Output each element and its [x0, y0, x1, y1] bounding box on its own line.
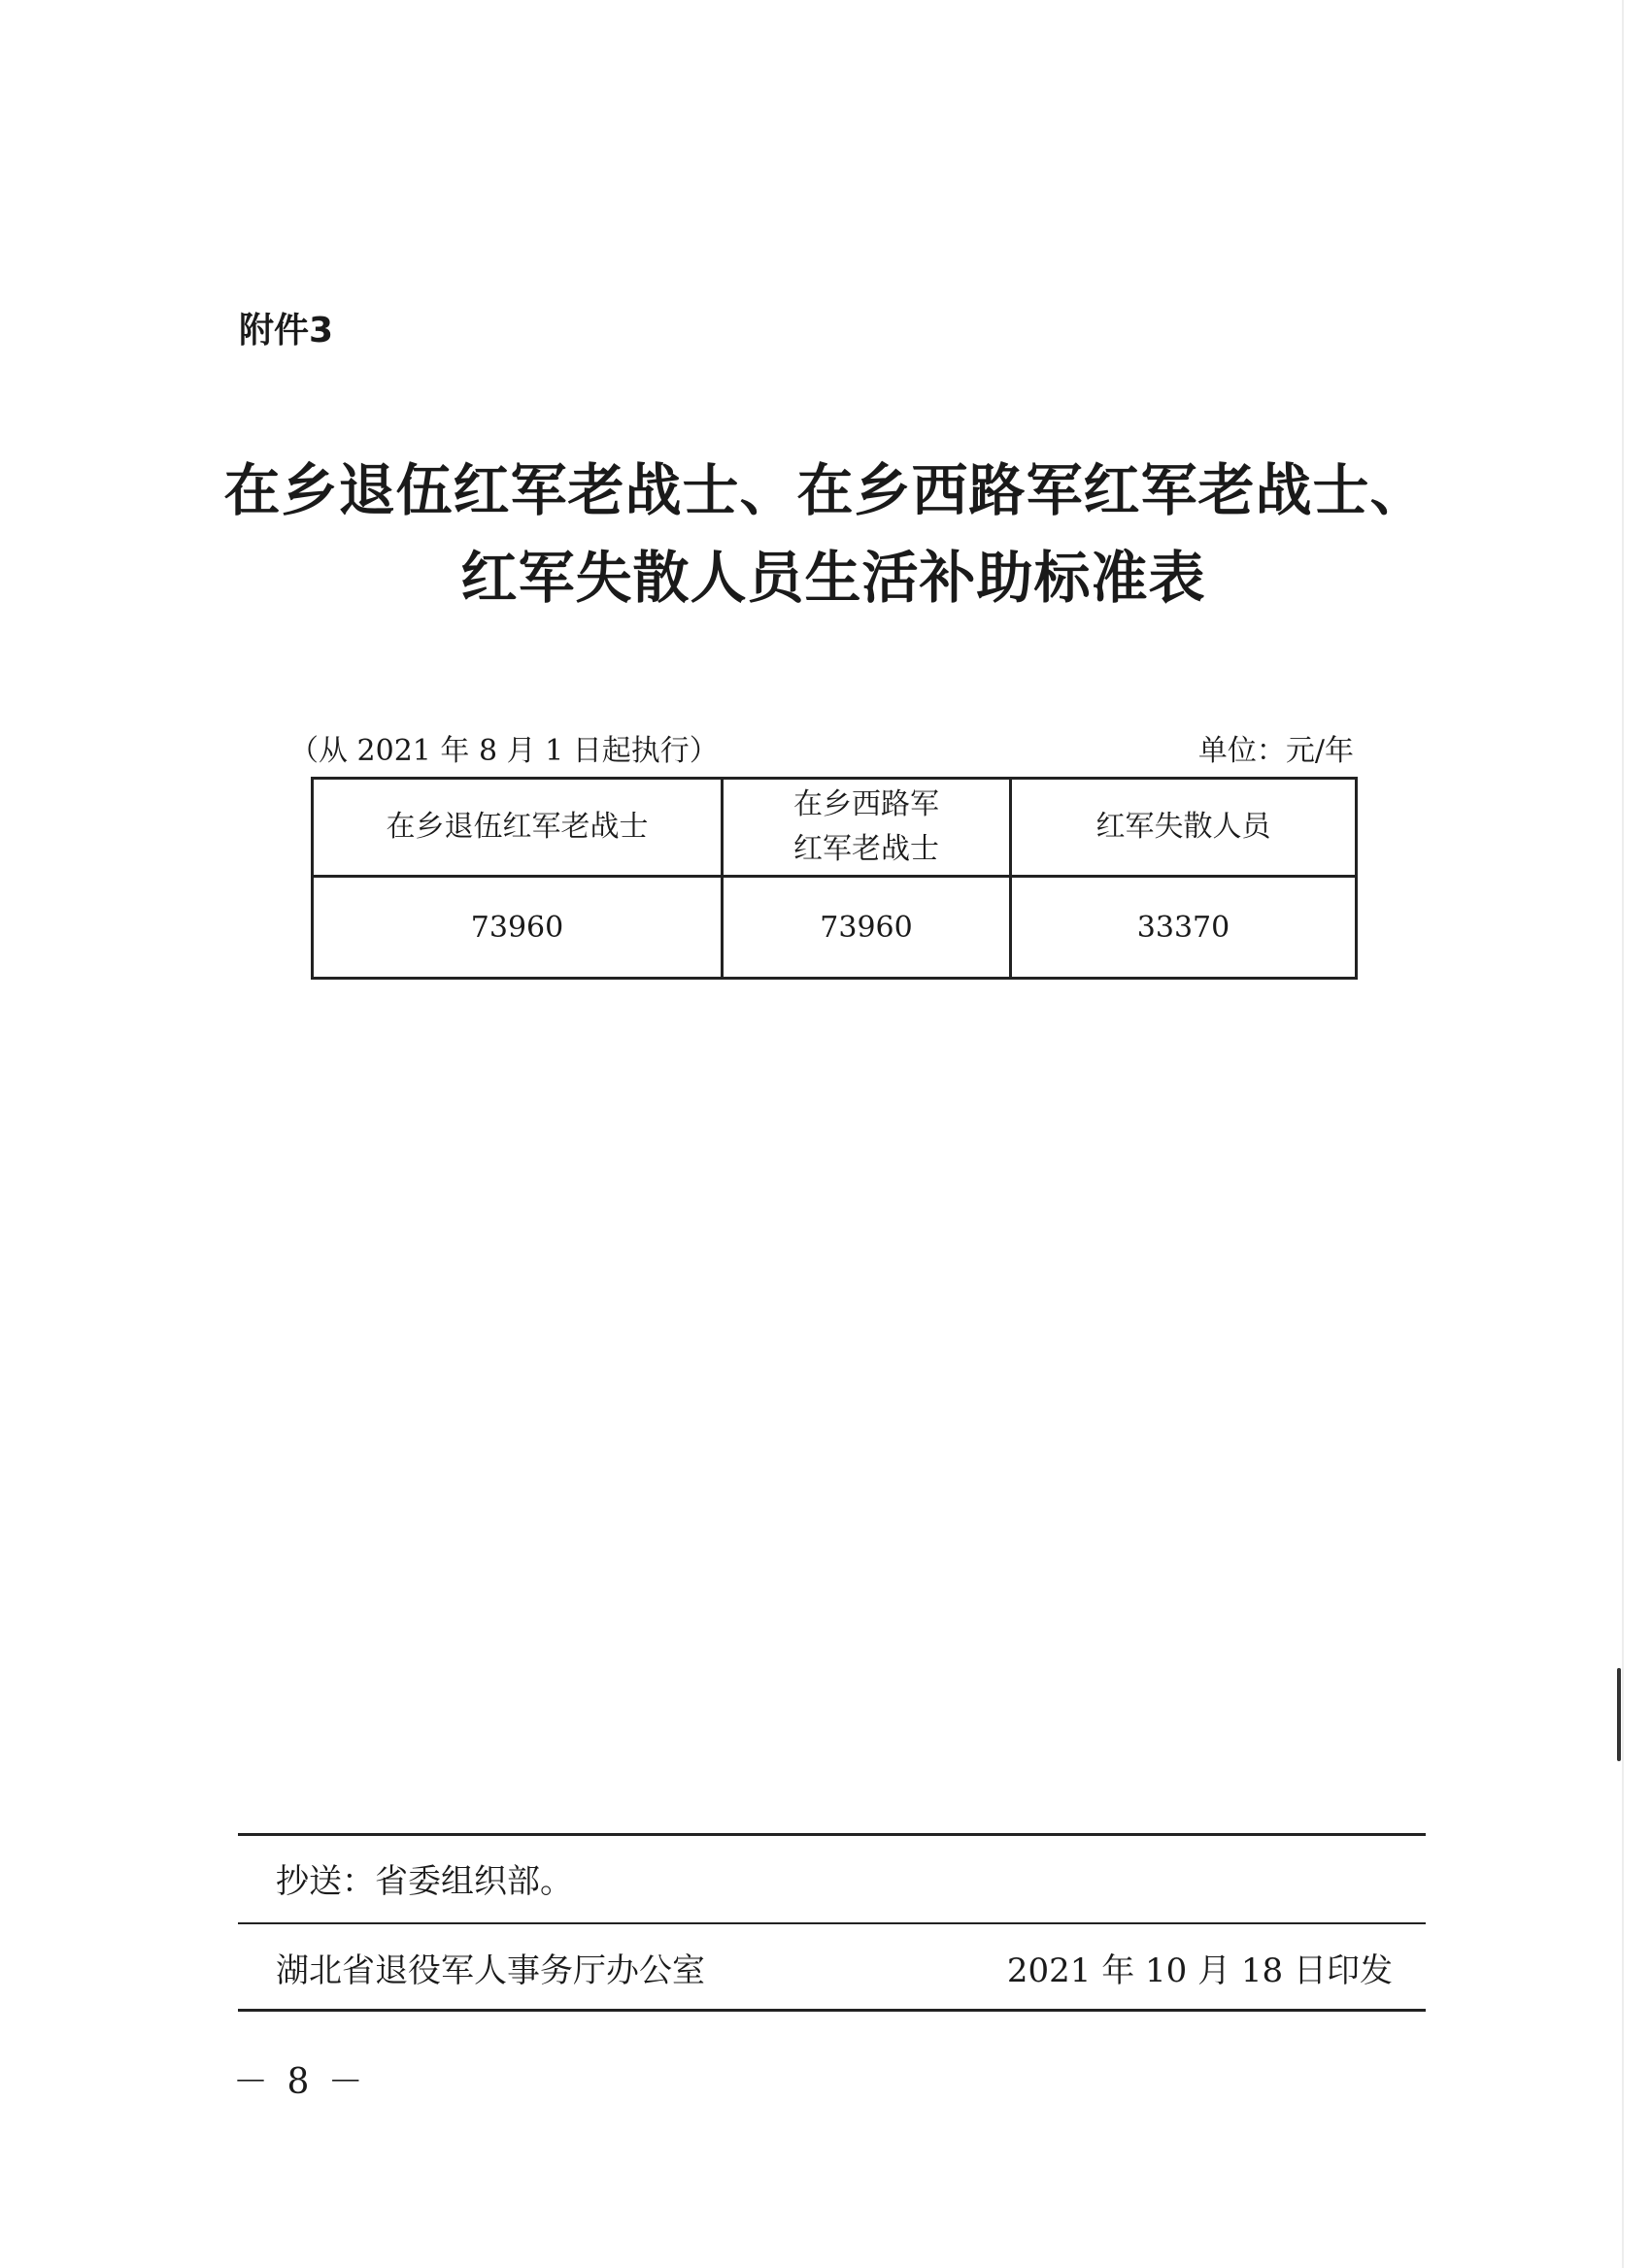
document-title-line-1: 在乡退伍红军老战士、在乡西路军红军老战士、: [223, 457, 1428, 523]
divider-line: [238, 2009, 1426, 2012]
unit-note: 单位：元/年: [1197, 734, 1354, 768]
divider-line: [238, 1833, 1426, 1836]
table-cell: 33370: [1011, 877, 1357, 979]
header-text: 在乡退伍红军老战士: [386, 810, 649, 844]
effective-date-note: （从 2021 年 8 月 1 日起执行）: [289, 734, 719, 768]
page-edge: [1622, 0, 1624, 2268]
header-text: 在乡西路军: [793, 787, 939, 821]
binding-mark: [1617, 1668, 1621, 1761]
table-header-cell: [723, 779, 1011, 877]
subsidy-standard-table: [311, 777, 1358, 980]
table-cell: 73960: [723, 877, 1011, 979]
document-title-line-2: 红军失散人员生活补助标准表: [460, 545, 1206, 611]
header-text: 红军失散人员: [1095, 810, 1271, 844]
issue-date: 2021 年 10 月 18 日印发: [1006, 1951, 1393, 1990]
divider-line: [238, 1922, 1426, 1924]
table-header-cell: [313, 779, 723, 877]
header-text: 红军老战士: [793, 832, 939, 866]
table-cell: 73960: [313, 877, 723, 979]
page-number: － 8 －: [233, 2062, 367, 2102]
attachment-label: 附件3: [239, 311, 334, 350]
issuer-name: 湖北省退役军人事务厅办公室: [276, 1951, 705, 1990]
table-header-cell: [1011, 779, 1357, 877]
table-header-row: [313, 779, 1357, 877]
table-row: [313, 877, 1357, 979]
cc-line: 抄送：省委组织部。: [276, 1862, 573, 1901]
